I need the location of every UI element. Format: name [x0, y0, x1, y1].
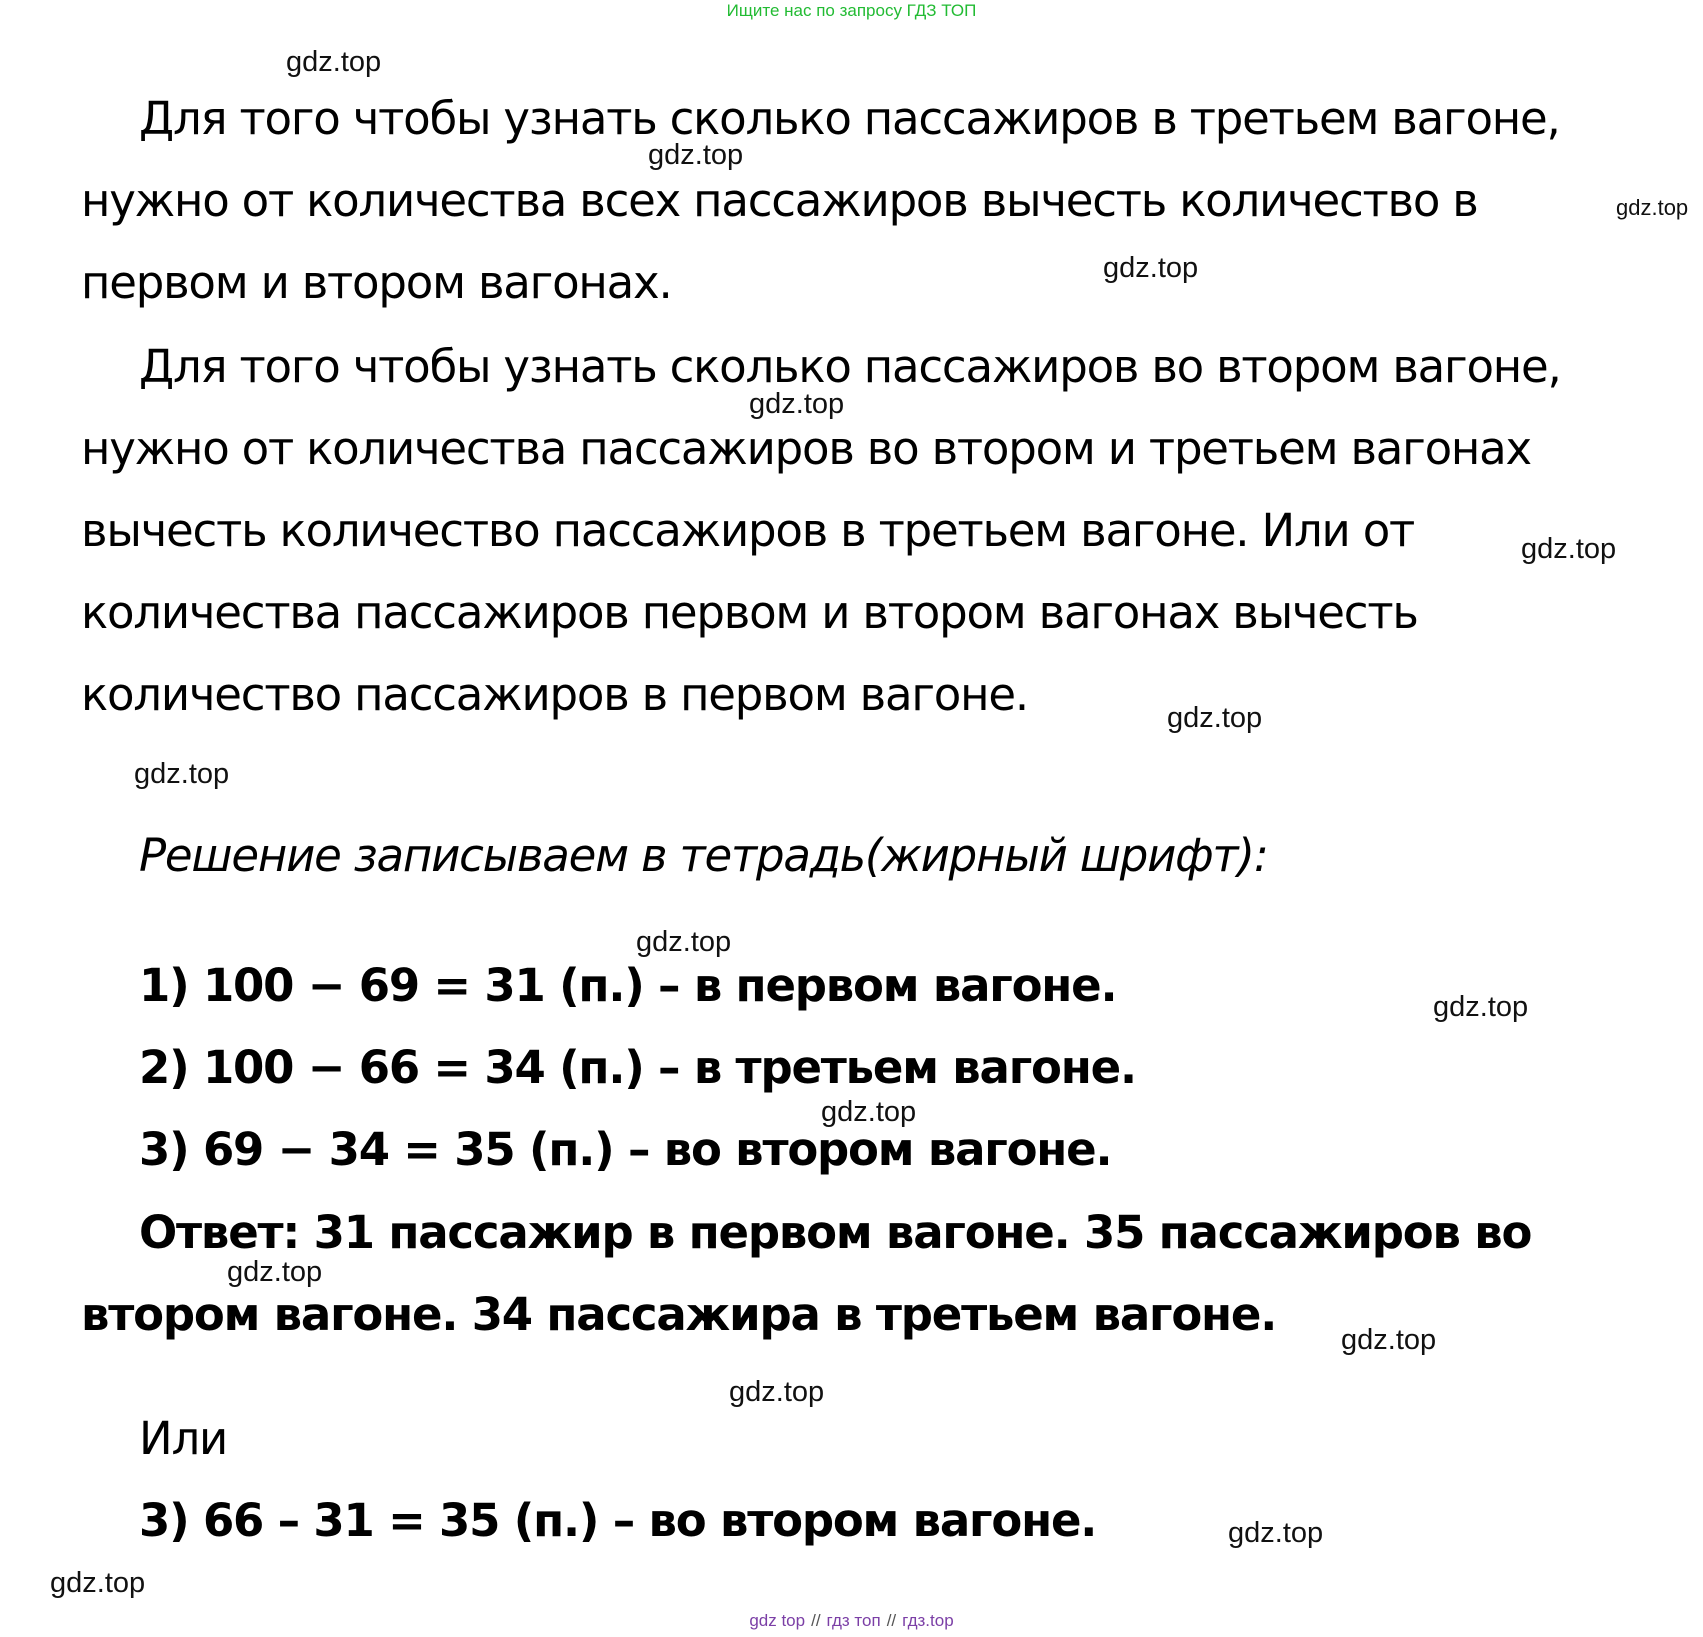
- watermark: gdz.top: [1433, 991, 1529, 1023]
- watermark: gdz.top: [1228, 1517, 1324, 1549]
- text-line: количества пассажиров первом и втором вагонах вычесть: [81, 586, 1418, 639]
- watermark: gdz.top: [1521, 533, 1617, 565]
- watermark: gdz.top: [1341, 1324, 1437, 1356]
- alternative-step: [139, 1480, 1703, 1562]
- solution-heading: [139, 815, 1703, 897]
- top-search-banner[interactable]: Ищите нас по запросу ГДЗ ТОП: [726, 1, 977, 20]
- explanation-paragraph-1: [81, 78, 1681, 324]
- solution-step: 2) 100 − 66 = 34 (п.) – в третьем вагоне.: [139, 1041, 1136, 1094]
- text-line: первом и втором вагонах.: [81, 256, 672, 309]
- answer-line: Ответ: 31 пассажир в первом вагоне. 35 пассажиров во: [139, 1206, 1532, 1259]
- watermark: gdz.top: [729, 1376, 825, 1408]
- text-line: нужно от количества всех пассажиров вычесть количество в: [81, 174, 1478, 227]
- footer-links: [0, 1611, 1703, 1631]
- watermark: gdz.top: [749, 388, 845, 420]
- footer-separator: //: [886, 1611, 897, 1630]
- solution-step: 3) 69 − 34 = 35 (п.) – во втором вагоне.: [139, 1123, 1112, 1176]
- text-line: Для того чтобы узнать сколько пассажиров во втором вагоне,: [139, 340, 1561, 393]
- watermark: gdz.top: [1616, 195, 1689, 220]
- footer-link[interactable]: гдз топ: [826, 1611, 881, 1630]
- text-line: Или: [139, 1412, 228, 1465]
- watermark: gdz.top: [636, 926, 732, 958]
- watermark: gdz.top: [821, 1096, 917, 1128]
- text-line: количество пассажиров в первом вагоне.: [81, 668, 1028, 721]
- watermark: gdz.top: [227, 1256, 323, 1288]
- watermark: gdz.top: [1103, 252, 1199, 284]
- watermark: gdz.top: [50, 1567, 146, 1599]
- alternative-label: [139, 1398, 1703, 1480]
- watermark: gdz.top: [1167, 702, 1263, 734]
- watermark: gdz.top: [648, 139, 744, 171]
- watermark: gdz.top: [134, 758, 230, 790]
- text-line: Решение записываем в тетрадь(жирный шрифт):: [139, 829, 1268, 882]
- footer-separator: //: [811, 1611, 821, 1630]
- footer-link[interactable]: гдз.top: [902, 1611, 954, 1630]
- solution-step: 3) 66 – 31 = 35 (п.) – во втором вагоне.: [139, 1494, 1097, 1547]
- text-line: вычесть количество пассажиров в третьем вагоне. Или от: [81, 504, 1415, 557]
- footer-link[interactable]: gdz top: [749, 1611, 806, 1630]
- solution-steps: [139, 945, 1703, 1191]
- text-line: Для того чтобы узнать сколько пассажиров в третьем вагоне,: [139, 92, 1560, 145]
- text-line: нужно от количества пассажиров во втором и третьем вагонах: [81, 422, 1531, 475]
- answer-line: втором вагоне. 34 пассажира в третьем вагоне.: [81, 1288, 1277, 1341]
- solution-step: 1) 100 − 69 = 31 (п.) – в первом вагоне.: [139, 959, 1117, 1012]
- watermark: gdz.top: [286, 46, 382, 78]
- explanation-paragraph-2: [81, 326, 1681, 736]
